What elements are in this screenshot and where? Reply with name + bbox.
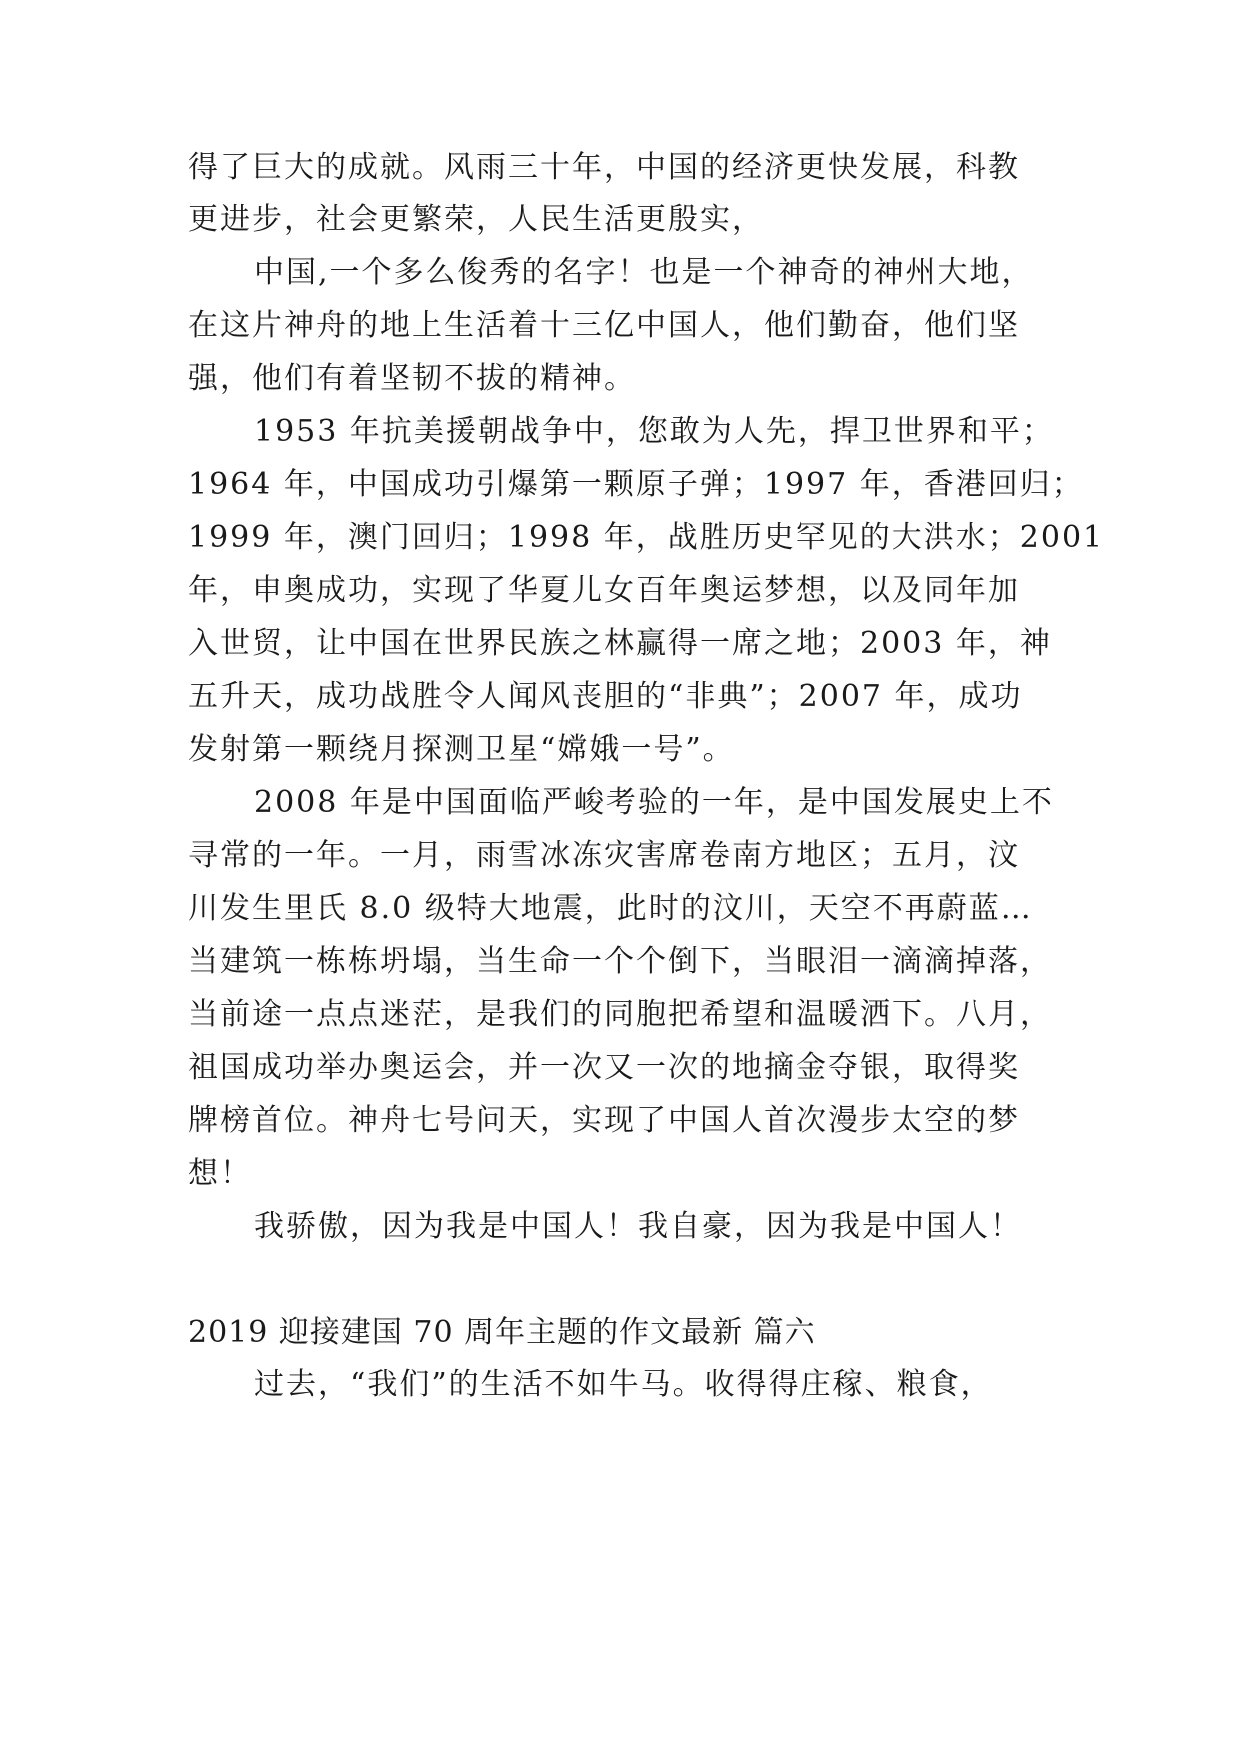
paragraph-line: 入世贸，让中国在世界民族之林赢得一席之地；2003 年，神	[188, 626, 1052, 661]
paragraph-line: 2008 年是中国面临严峻考验的一年，是中国发展史上不	[254, 785, 1054, 820]
paragraph-line: 1953 年抗美援朝战争中，您敢为人先，捍卫世界和平；	[254, 414, 1054, 449]
paragraph-line: 五升天，成功战胜令人闻风丧胆的“非典”；2007 年，成功	[188, 679, 1023, 714]
paragraph-line: 中国,一个多么俊秀的名字！也是一个神奇的神州大地，	[254, 255, 1034, 290]
paragraph-line: 牌榜首位。神舟七号问天，实现了中国人首次漫步太空的梦	[188, 1103, 1020, 1138]
paragraph-line: 想！	[188, 1156, 252, 1191]
section-heading: 2019 迎接建国 70 周年主题的作文最新 篇六	[188, 1315, 816, 1350]
paragraph-line: 当前途一点点迷茫，是我们的同胞把希望和温暖洒下。八月，	[188, 997, 1052, 1032]
paragraph-line: 年，申奥成功，实现了华夏儿女百年奥运梦想，以及同年加	[188, 573, 1020, 608]
paragraph-line: 发射第一颗绕月探测卫星“嫦娥一号”。	[188, 732, 735, 767]
paragraph-line: 寻常的一年。一月，雨雪冰冻灾害席卷南方地区；五月，汶	[188, 838, 1020, 873]
paragraph-line: 更进步，社会更繁荣，人民生活更殷实，	[188, 202, 764, 237]
paragraph-line: 祖国成功举办奥运会，并一次又一次的地摘金夺银，取得奖	[188, 1050, 1020, 1085]
paragraph-line: 川发生里氏 8.0 级特大地震，此时的汶川，天空不再蔚蓝…	[188, 891, 1033, 926]
paragraph-line: 在这片神舟的地上生活着十三亿中国人，他们勤奋，他们坚	[188, 308, 1020, 343]
paragraph-line: 当建筑一栋栋坍塌，当生命一个个倒下，当眼泪一滴滴掉落，	[188, 944, 1052, 979]
paragraph-line: 1999 年，澳门回归；1998 年，战胜历史罕见的大洪水；2001	[188, 520, 1105, 555]
paragraph-line: 1964 年，中国成功引爆第一颗原子弹；1997 年，香港回归；	[188, 467, 1084, 502]
paragraph-line: 过去，“我们”的生活不如牛马。收得得庄稼、粮食，	[254, 1367, 993, 1402]
paragraph-line: 我骄傲，因为我是中国人！我自豪，因为我是中国人！	[254, 1209, 1022, 1244]
paragraph-line: 得了巨大的成就。风雨三十年，中国的经济更快发展，科教	[188, 150, 1020, 185]
paragraph-line: 强，他们有着坚韧不拔的精神。	[188, 361, 636, 396]
